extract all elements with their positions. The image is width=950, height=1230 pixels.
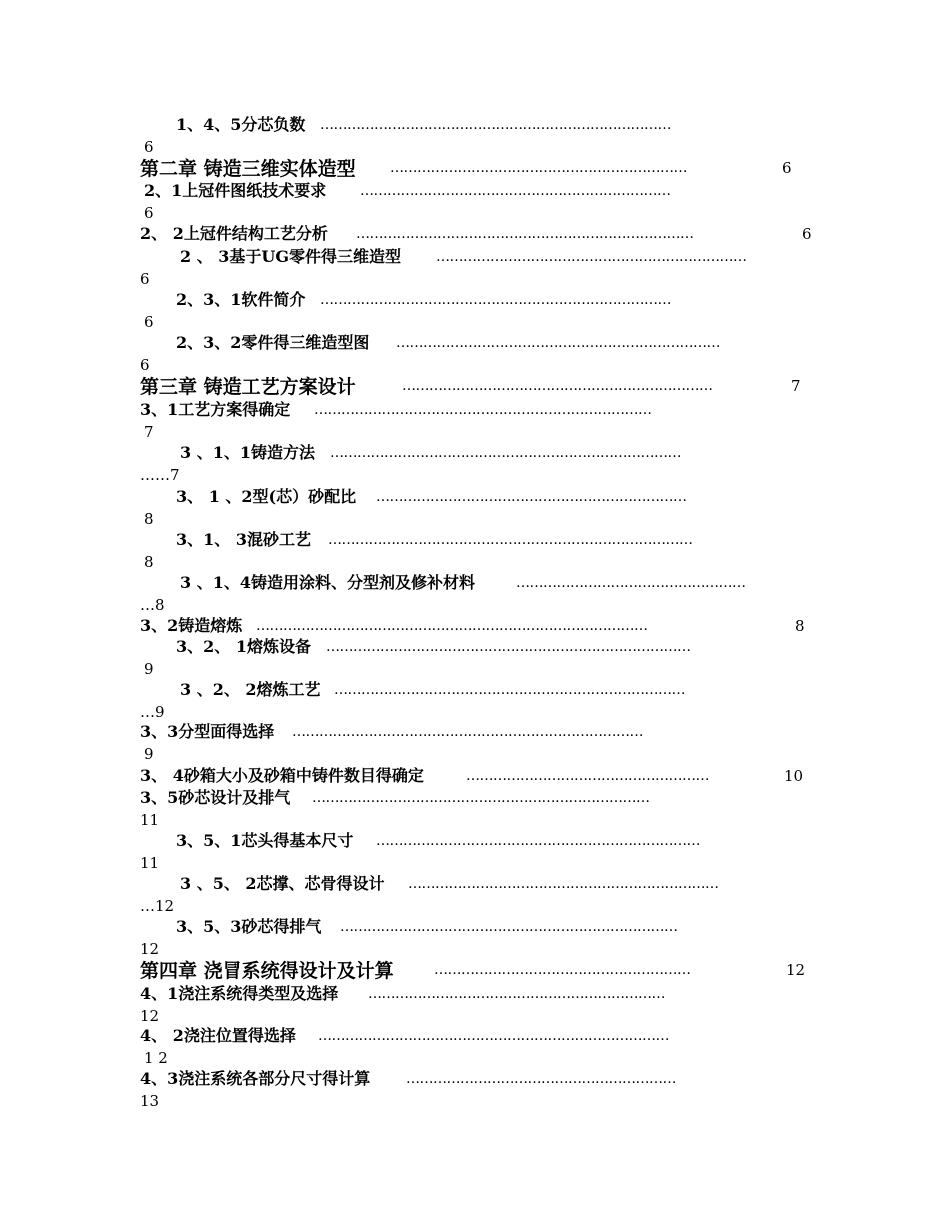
toc-entry-title: 4、1浇注系统得类型及选择	[140, 984, 339, 1003]
toc-entry	[140, 224, 820, 246]
toc-page-number: …9	[140, 703, 165, 721]
toc-leader-dots: ……………………………………………………………	[376, 489, 687, 505]
toc-leader-dots: ……………………………………………………………………	[320, 117, 671, 133]
toc-entry	[140, 680, 820, 721]
toc-page-number: 12	[140, 1007, 160, 1025]
toc-entry-title: 3、5、1芯头得基本尺寸	[176, 831, 354, 850]
toc-entry	[140, 573, 820, 614]
toc-chapter-entry	[140, 376, 820, 398]
toc-entry	[140, 1069, 820, 1110]
toc-entry-title: 3 、5、 2芯撑、芯骨得设计	[180, 874, 385, 893]
toc-entry	[140, 247, 820, 288]
toc-page-number: 6	[140, 270, 150, 288]
toc-entry-title: 3、3分型面得选择	[140, 722, 275, 741]
toc-entry-title: 3、5、3砂芯得排气	[176, 917, 322, 936]
toc-page-number: 12	[140, 940, 160, 958]
toc-entry	[140, 443, 820, 484]
toc-leader-dots: ……………………………………………………………………	[318, 1028, 669, 1044]
toc-leader-dots: ……………………………………………	[516, 575, 746, 591]
toc-entry-title: 2、1上冠件图纸技术要求	[144, 181, 327, 200]
toc-entry-title: 3、1、 3混砂工艺	[176, 530, 311, 549]
toc-entry	[140, 722, 820, 763]
toc-page-number: 9	[144, 745, 154, 763]
toc-entry	[140, 831, 820, 872]
toc-page-number: ……7	[140, 466, 180, 484]
toc-entry-title: 4、 2浇注位置得选择	[140, 1026, 296, 1045]
toc-page-number: …12	[140, 897, 175, 915]
toc-leader-dots: ……………………………………………………………………	[334, 682, 685, 698]
toc-entry	[140, 333, 820, 374]
toc-entry	[140, 290, 820, 331]
toc-entry-title: 4、3浇注系统各部分尺寸得计算	[140, 1069, 371, 1088]
toc-page-number: 10	[784, 767, 804, 785]
toc-entry-title: 3 、2、 2熔炼工艺	[180, 680, 321, 699]
toc-page-number: …8	[140, 596, 165, 614]
toc-entry	[140, 487, 820, 528]
toc-leader-dots: ……………………………………………………………………	[330, 445, 681, 461]
toc-entry-title: 3 、1、1铸造方法	[180, 443, 315, 462]
toc-leader-dots: …………………………………………………………	[368, 986, 665, 1002]
toc-entry-title: 3、2铸造熔炼	[140, 616, 243, 635]
toc-leader-dots: …………………………………………………	[434, 962, 691, 978]
toc-entry	[140, 766, 820, 788]
toc-page-number: 8	[144, 553, 154, 571]
toc-entry	[140, 616, 820, 638]
toc-page-number: 11	[140, 854, 160, 872]
toc-leader-dots: ……………………………………………………	[406, 1071, 676, 1087]
toc-leader-dots: ………………………………………………………………	[396, 335, 720, 351]
toc-leader-dots: ………………………………………………………………………	[328, 532, 693, 548]
toc-page-number: 11	[140, 811, 160, 829]
toc-entry-title: 2 、 3基于UG零件得三维造型	[180, 247, 402, 266]
toc-entry	[140, 115, 820, 156]
toc-page-number: 8	[795, 617, 805, 635]
toc-page-number: 7	[791, 377, 801, 395]
toc-entry-title: 3、5砂芯设计及排气	[140, 788, 291, 807]
toc-leader-dots: ……………………………………………………………………	[320, 292, 671, 308]
toc-entry-title: 1、4、5分芯负数	[176, 115, 306, 134]
toc-leader-dots: ……………………………………………………………	[360, 183, 671, 199]
toc-entry-title: 2、 2上冠件结构工艺分析	[140, 224, 328, 243]
toc-entry	[140, 1026, 820, 1067]
toc-entry	[140, 400, 820, 441]
toc-entry	[140, 530, 820, 571]
toc-leader-dots: ……………………………………………………………	[402, 378, 713, 394]
toc-leader-dots: ………………………………………………………………………	[326, 639, 691, 655]
toc-leader-dots: …………………………………………………………………	[314, 402, 652, 418]
toc-page-number: 13	[140, 1092, 160, 1110]
toc-leader-dots: …………………………………………………………………	[312, 790, 650, 806]
toc-leader-dots: ……………………………………………………………	[436, 249, 747, 265]
toc-leader-dots: ………………………………………………………………	[376, 833, 700, 849]
toc-page-number: 6	[144, 138, 154, 156]
toc-entry-title: 3 、1、4铸造用涂料、分型剂及修补材料	[180, 573, 475, 592]
toc-entry-title: 2、3、2零件得三维造型图	[176, 333, 370, 352]
toc-page-number: 6	[782, 159, 792, 177]
toc-entry	[140, 637, 820, 678]
toc-entry-title: 2、3、1软件简介	[176, 290, 306, 309]
toc-leader-dots: …………………………………………………………………	[356, 226, 694, 242]
toc-leader-dots: ……………………………………………………………	[408, 876, 719, 892]
toc-entry-title: 第二章 铸造三维实体造型	[140, 158, 356, 180]
toc-leader-dots: ……………………………………………………………………………	[256, 618, 648, 634]
toc-leader-dots: …………………………………………………………………	[340, 919, 678, 935]
toc-entry-title: 3、2、 1熔炼设备	[176, 637, 311, 656]
toc-entry-title: 第四章 浇冒系统得设计及计算	[140, 960, 394, 982]
toc-leader-dots: ……………………………………………………………………	[292, 724, 643, 740]
toc-entry	[140, 917, 820, 958]
toc-leader-dots: ………………………………………………	[466, 768, 709, 784]
toc-page-number: 9	[144, 660, 154, 678]
toc-page-number: 6	[144, 204, 154, 222]
toc-entry	[140, 181, 820, 222]
toc-page-number: 6	[802, 225, 812, 243]
toc-page-number: 6	[144, 313, 154, 331]
toc-chapter-entry	[140, 960, 820, 982]
toc-entry-title: 3、1工艺方案得确定	[140, 400, 291, 419]
toc-entry-title: 3、 1 、2型(芯）砂配比	[176, 487, 357, 506]
toc-page-number: 7	[144, 423, 154, 441]
toc-entry	[140, 984, 820, 1025]
toc-page-number: 6	[140, 356, 150, 374]
toc-page-number: 1 2	[144, 1049, 168, 1067]
toc-entry	[140, 874, 820, 915]
toc-page-number: 12	[786, 961, 806, 979]
toc-entry-title: 第三章 铸造工艺方案设计	[140, 376, 356, 398]
toc-page-number: 8	[144, 510, 154, 528]
toc-entry-title: 3、 4砂箱大小及砂箱中铸件数目得确定	[140, 766, 424, 785]
toc-entry	[140, 788, 820, 829]
toc-chapter-entry	[140, 158, 820, 180]
toc-leader-dots: …………………………………………………………	[390, 160, 687, 176]
